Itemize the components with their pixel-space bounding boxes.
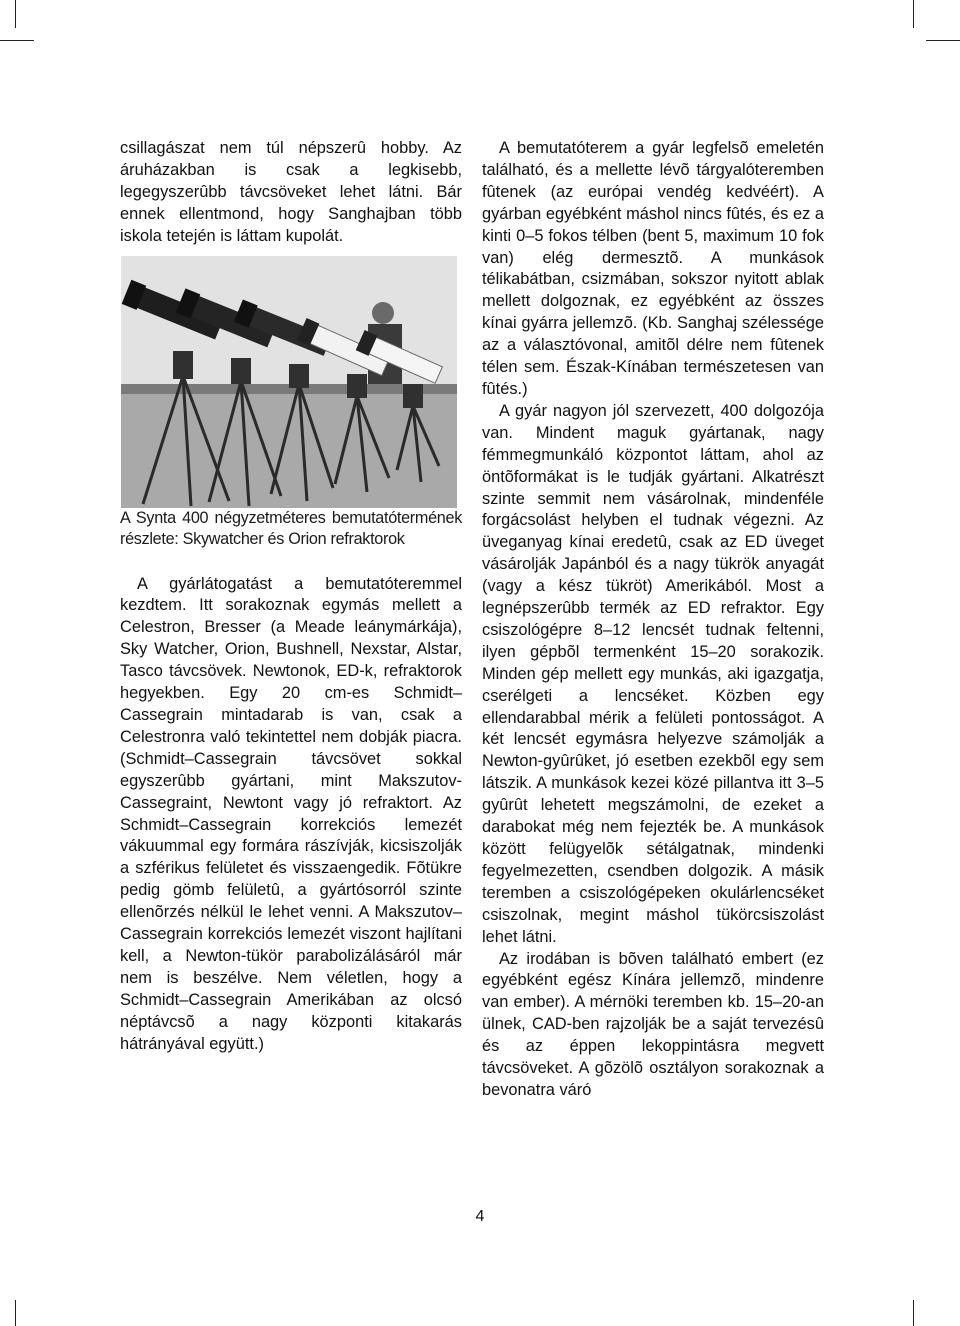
crop-mark — [0, 40, 34, 41]
photo-caption: A Synta 400 négyzetméteres bemutatótermének részlete: Skywatcher és Orion refraktorok — [120, 508, 462, 549]
crop-mark — [913, 1300, 914, 1326]
left-paragraph-1: csillagászat nem túl népszerû hobby. Az áruházakban is csak a legkisebb, legegyszerûbb távcsöveket lehet látni. Bár ennek ellentmond, hogy Sanghajban több iskola tetején is láttam kupolát. — [120, 139, 462, 245]
crop-mark — [15, 1300, 16, 1326]
right-paragraph-3: Az irodában is bõven található embert (ez egyébként egész Kínára jellemzõ, mindenre van ember). A mérnöki teremben kb. 15–20-an ülnek, CAD-ben rajzolják be a saját tervezésû és az éppen lekoppintásra megvett távcsöveket. A gõzölõ osztályon sorakoznak a bevonatra váró — [482, 949, 824, 1099]
telescope-illustration — [121, 256, 457, 508]
page-number: 4 — [475, 1208, 485, 1225]
right-column — [482, 138, 824, 1102]
left-paragraph-2: A gyárlátogatást a bemutatóteremmel kezdtem. Itt sorakoznak egymás mellett a Celestron, Bresser (a Meade leánymárkája), Sky Watcher, Orion, Bushnell, Nexstar, Alstar, Tasco távcsövek. Newtonok, ED-k, refraktorok hegyekben. Egy 20 cm-es Schmidt–Cassegrain mintadarab is van, csak a Celestronra való tekintettel nem dobják piacra. (Schmidt–Cassegrain távcsövet sokkal egyszerûbb gyártani, mint Makszutov-Cassegraint, Newtont vagy jó refraktort. Az Schmidt–Cassegrain korrekciós lemezét vákuummal egy formára rászívják, kicsiszolják a szférikus felületet és visszaengedik. Fõtükre pedig gömb felületû, a gyártósorról szinte ellenõrzés nélkül le lehet venni. A Makszutov–Cassegrain korrekciós lemezét viszont hajlítani kell, a Newton-tükör parabolizálásáról már nem is beszélve. Nem véletlen, hogy a Schmidt–Cassegrain Amerikában az olcsó néptávcsõ a nagy központi kitakarás hátrányával együtt.) — [120, 574, 462, 1053]
crop-mark — [15, 0, 16, 28]
crop-mark — [913, 0, 914, 28]
left-column — [120, 138, 462, 1055]
telescope-photo — [121, 256, 457, 508]
crop-mark — [926, 40, 960, 41]
right-paragraph-2: A gyár nagyon jól szervezett, 400 dolgozója van. Mindent maguk gyártanak, nagy fémmegmunkáló központot láttam, ahol az öntõformákat is le tudják gyártani. Alkatrészt szinte semmit nem vásárolnak, mindenféle forgácsolást helyben el tudnak végezni. Az üveganyag kínai eredetû, csak az ED üveget vásárolják Japánból és a nagy tükrök anyagát (vagy a kész tükröt) Amerikából. Most a legnépszerûbb termék az ED refraktor. Egy csiszológépre 8–12 lencsét tudnak feltenni, ilyen gépbõl termenként 15–20 sorakozik. Minden gép mellett egy munkás, aki igazgatja, cserélgeti a lencséket. Közben egy ellendarabbal mérik a felületi pontosságot. A két lencsét egymásra helyezve számolják a Newton-gyûrûket, jó esetben ezekbõl egy sem látszik. A munkások kezei közé pillantva itt 3–5 gyûrût lehetett megszámolni, de ezeket a darabokat még nem fejezték be. A munkások között felügyelõk sétálgatnak, mindenki fegyelmezetten, csendben dolgozik. A másik teremben a csiszológépeken okulárlencséket csiszolnak, megint máshol tükörcsiszolást lehet látni. — [482, 401, 824, 946]
right-paragraph-1: A bemutatóterem a gyár legfelsõ emeletén található, és a mellette lévõ tárgyalóteremben fûtenek (az európai vendég kedvéért). A gyárban egyébként máshol nincs fûtés, és ez a kinti 0–5 fokos télben (bent 5, maximum 10 fok van) elég dermesztõ. A munkások télikabátban, csizmában, sokszor nyitott ablak mellett dolgoznak, ez egyébként az összes kínai gyárra jellemzõ. (Kb. Sanghaj szélessége az a választóvonal, amitõl délre nem fûtenek télen sem. Észak-Kínában természetesen van fûtés.) — [482, 139, 824, 398]
